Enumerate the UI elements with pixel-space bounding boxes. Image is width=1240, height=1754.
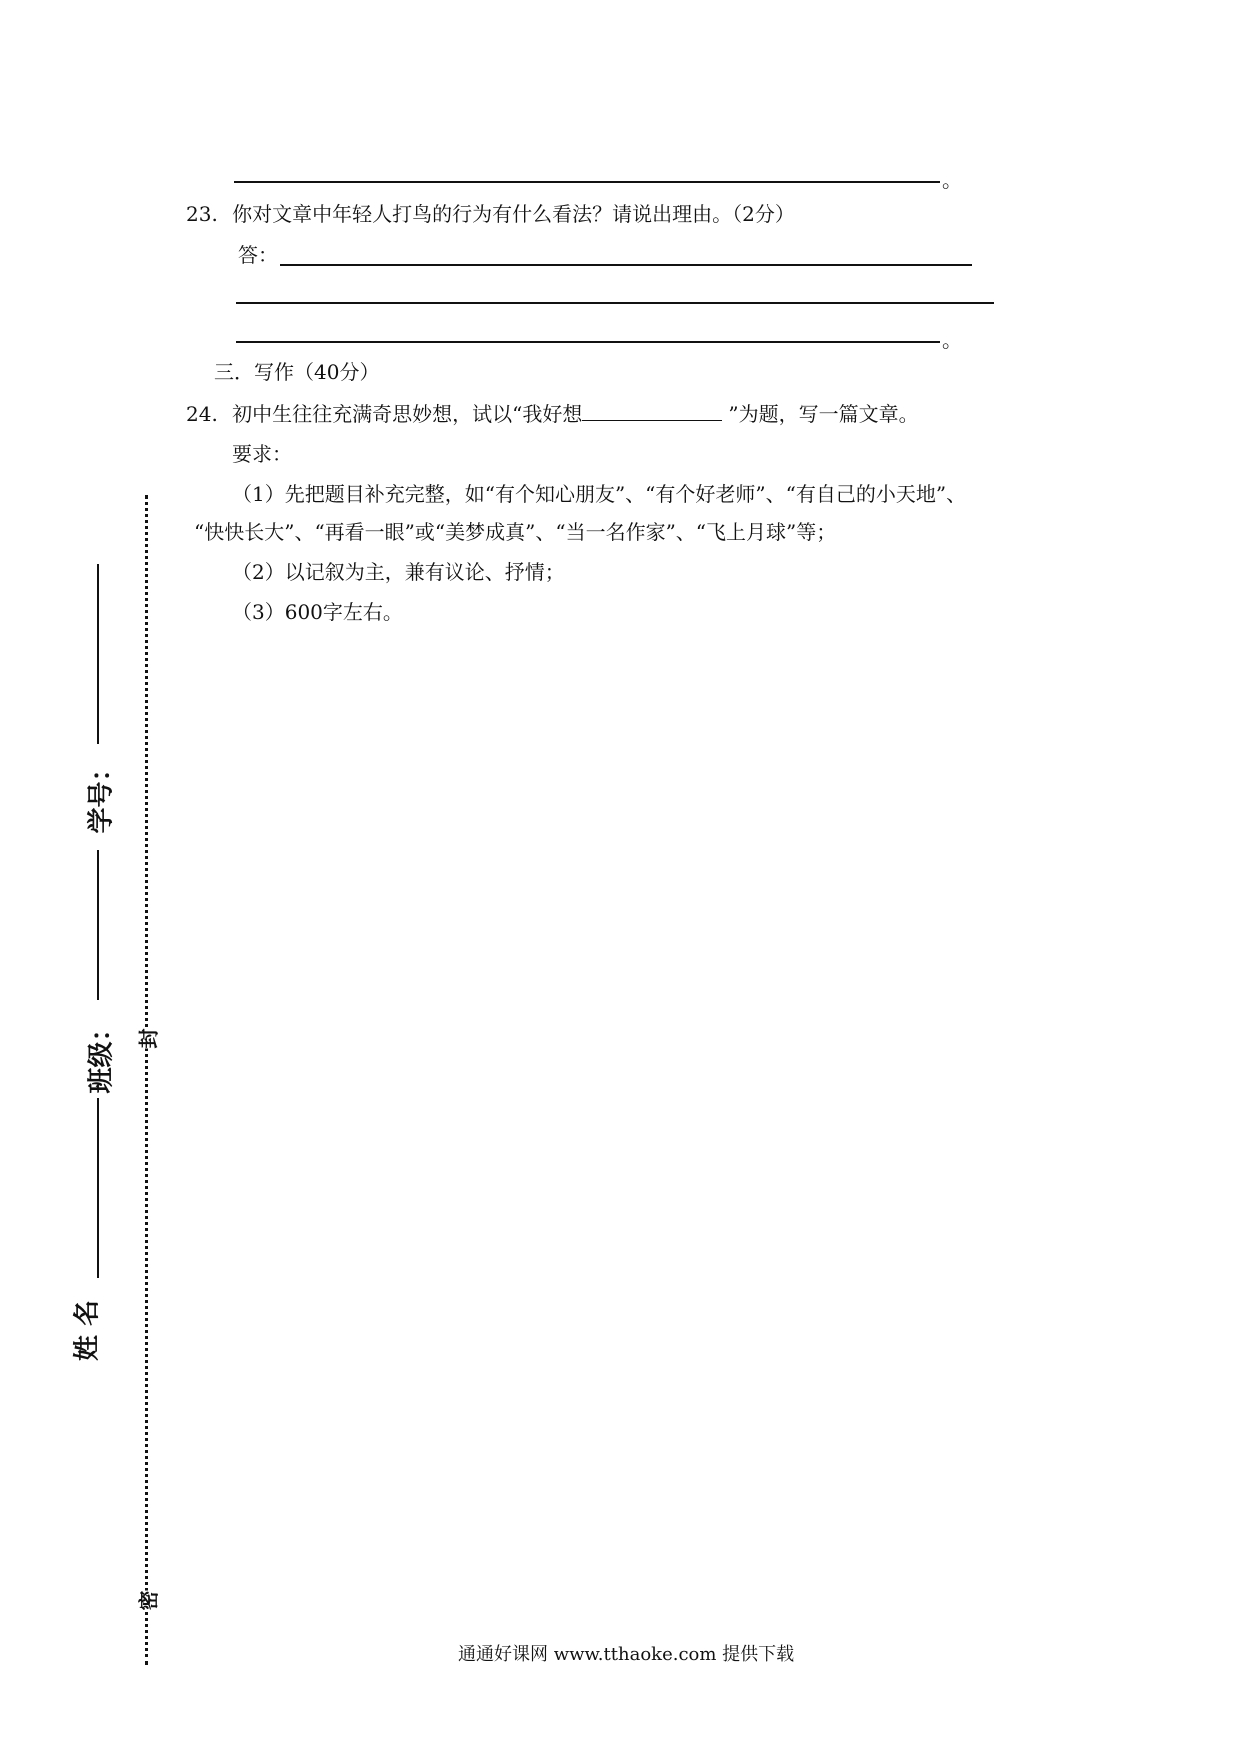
q24-req1-line2: “快快长大”、“再看一眼”或“美梦成真”、“当一名作家”、“飞上月球”等； [194, 520, 837, 544]
q24-requirements-label: 要求： [232, 442, 292, 466]
q24-prompt-before: 初中生往往充满奇思妙想，试以“我好想 [232, 402, 583, 426]
q24-req2: （2）以记叙为主，兼有议论、抒情； [232, 560, 565, 584]
q23-number: 23. [186, 202, 218, 226]
id-label: 学号： [86, 755, 117, 834]
q24-prompt-after: ”为题，写一篇文章。 [728, 402, 919, 426]
q23-answer-line-2[interactable] [236, 302, 994, 304]
q24-question [186, 398, 919, 428]
q23-question [186, 200, 795, 228]
q23-answer-label: 答： [238, 243, 278, 267]
q23-answer-line-3[interactable] [236, 341, 940, 343]
q24-title-blank[interactable] [582, 398, 722, 421]
q23-answer-line-1[interactable] [280, 264, 972, 266]
name-fill-line [97, 1098, 99, 1278]
q23-end-mark: 。 [942, 328, 962, 352]
q24-req1-line1: （1）先把题目补充完整，如“有个知心朋友”、“有个好老师”、“有自己的小天地”、 [232, 482, 967, 506]
q22-answer-line [234, 181, 940, 183]
q22-end-mark: 。 [942, 168, 962, 192]
seal-mi: 密 [133, 1591, 162, 1611]
class-label: 班级： [86, 1015, 117, 1094]
section3-title: 三．写作（40分） [214, 360, 380, 384]
class-fill-line [97, 850, 99, 1000]
seal-dotted-line [145, 495, 148, 1665]
q24-number: 24. [186, 402, 218, 426]
footer-text: 通通好课网 www.tthaoke.com 提供下载 [458, 1644, 795, 1665]
q24-req3: （3）600字左右。 [232, 600, 403, 624]
seal-feng: 封 [133, 1029, 162, 1049]
id-fill-line [97, 564, 99, 744]
name-label: 姓 名 [72, 1299, 103, 1362]
q23-prompt: 你对文章中年轻人打鸟的行为有什么看法？请说出理由。（2分） [232, 202, 795, 226]
